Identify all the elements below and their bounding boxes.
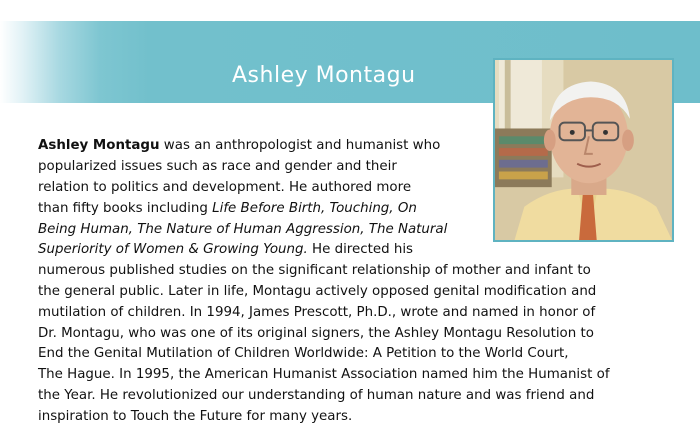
book-titles-1: Life Before Birth, Touching, On [212,201,417,216]
bio-line-13: the Year. He revolutionized our understanding of human nature and was friend and [38,388,595,403]
bio-line-4 [38,200,417,218]
bio-line-11: End the Genital Mutilation of Children Worldwide: A Petition to the World Court, [38,346,569,361]
bio-line-1 [38,137,440,155]
bio-line-6-text: He directed his [307,242,414,257]
book-titles-3: Superiority of Women & Growing Young. [38,242,308,257]
page-title: Ashley Montagu [232,63,416,88]
bio-line-1-text: was an anthropologist and humanist who [159,138,441,153]
bio-line-6 [38,241,413,259]
bio-line-7: numerous published studies on the significant relationship of mother and infant to [38,263,591,278]
bio-line-8: the general public. Later in life, Montagu actively opposed genital modification and [38,284,597,299]
bio-line-5 [38,221,447,239]
bio-line-4-text: than fifty books including [38,201,213,216]
bio-line-12: The Hague. In 1995, the American Humanist Association named him the Humanist of [38,367,610,382]
bio-name: Ashley Montagu [38,138,160,153]
bio-line-9: mutilation of children. In 1994, James Prescott, Ph.D., wrote and named in honor of [38,305,596,320]
bio-line-14: inspiration to Touch the Future for many years. [38,409,353,424]
book-titles-2: Being Human, The Nature of Human Aggression, The Natural [38,222,448,237]
bio-line-2: popularized issues such as race and gender and their [38,159,397,174]
bio-line-3: relation to politics and development. He authored more [38,180,412,195]
bio-line-10: Dr. Montagu, who was one of its original signers, the Ashley Montagu Resolution to [38,326,594,341]
